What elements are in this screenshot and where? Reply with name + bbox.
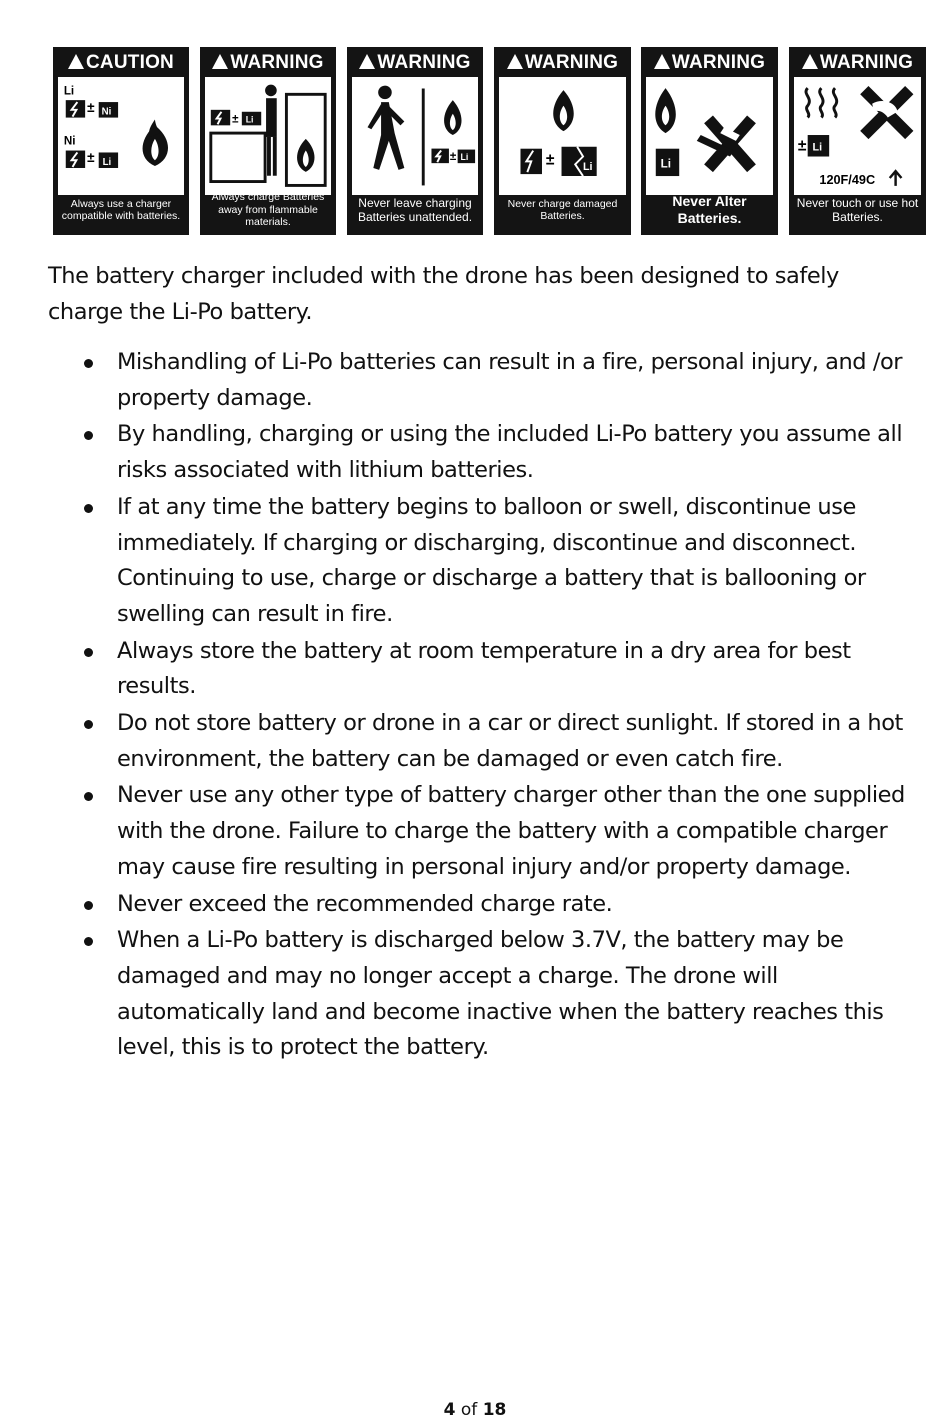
fire-icon [553,90,574,131]
label-caption: Never charge damaged Batteries. [507,197,618,222]
no-touch-icon [864,90,909,135]
list-item: Mishandling of Li-Po batteries can result in a fire, personal injury, and /or property damage. [48,345,928,416]
bullet-icon [84,431,93,440]
li-text: Li [63,84,75,98]
fire-icon [444,100,461,135]
label-header: CAUTION [55,49,187,77]
bullet-icon [84,720,93,729]
bullet-icon [84,504,93,513]
svg-text:Li: Li [245,114,254,125]
svg-text:±: ± [449,150,457,164]
svg-text:Li: Li [660,157,672,171]
label-caption: Never touch or use hot Batteries. [796,196,919,224]
svg-text:Li: Li [583,161,593,174]
no-tools-icon [697,119,752,168]
fire-icon [655,88,676,133]
svg-text:Li: Li [102,157,112,169]
label-caption: Never leave charging Batteries unattended. [357,196,473,224]
label-header: WARNING [349,49,481,77]
charger-icon [211,133,265,181]
warning-label-unattended [347,47,483,235]
safety-bullet-list [48,345,928,1067]
svg-text:±: ± [87,150,95,166]
warning-label-hot [789,47,926,235]
bullet-icon [84,937,93,946]
label-pictogram [499,77,626,195]
list-item: By handling, charging or using the included Li-Po battery you assume all risks associated with lithium batteries. [48,417,928,488]
label-caption: Always charge Batteries away from flammable materials. [211,191,325,229]
label-pictogram [794,77,921,195]
bullet-icon [84,359,93,368]
warning-triangle-icon [68,54,84,69]
intro-paragraph: The battery charger included with the drone has been designed to safely charge the Li-Po battery. [48,263,839,325]
list-item: Never exceed the recommended charge rate. [48,887,928,923]
label-pictogram [205,77,331,195]
label-header: WARNING [643,49,776,77]
label-header: WARNING [202,49,334,77]
label-pictogram [646,77,773,195]
svg-text:Ni: Ni [101,106,112,118]
list-item: If at any time the battery begins to balloon or swell, discontinue use immediately. If charging or discharging, discontinue and disconnect. Continuing to use, charge or discharge a battery that is ballooning or swelling can result in fire. [48,490,928,633]
warning-triangle-icon [359,54,375,69]
list-item: Always store the battery at room temperature in a dry area for best results. [48,634,928,705]
label-pictogram [58,77,184,195]
arrow-up-icon [890,171,902,186]
heat-icon [806,88,837,117]
svg-text:±: ± [232,112,239,126]
bullet-icon [84,792,93,801]
warning-labels [53,47,926,235]
svg-text:Li: Li [460,152,469,163]
walking-person-icon [378,86,392,100]
page-number: 4 of 18 [443,1400,507,1420]
bullet-icon [84,901,93,910]
list-item: Do not store battery or drone in a car or direct sunlight. If stored in a hot environment, the battery can be damaged or even catch fire. [48,706,928,777]
list-item: Never use any other type of battery charger other than the one supplied with the drone. Failure to charge the battery with a compatible charger may cause fire resulting in personal injury and/or property damage. [48,778,928,885]
warning-label-flammable [200,47,336,235]
charger-compatibility-icon [58,77,184,195]
svg-text:Li: Li [812,141,823,154]
warning-triangle-icon [654,54,670,69]
label-caption: Never Alter Batteries. [672,193,747,226]
warning-label-damaged [494,47,631,235]
warning-triangle-icon [507,54,523,69]
warning-label-alter [641,47,778,235]
ni-text: Ni [63,134,76,148]
person-icon [265,85,277,97]
svg-text:±: ± [545,151,555,169]
warning-triangle-icon [802,54,818,69]
svg-text:±: ± [797,137,807,155]
svg-text:±: ± [87,99,95,115]
label-header: WARNING [791,49,924,77]
label-caption: Always use a charger compatible with batteries. [61,197,181,222]
bullet-icon [84,648,93,657]
fire-icon [297,139,314,172]
caution-label [53,47,189,235]
label-pictogram [352,77,478,195]
temperature-text: 120F/49C [819,172,876,187]
label-header: WARNING [496,49,629,77]
list-item: When a Li-Po battery is discharged below 3.7V, the battery may be damaged and may no longer accept a charge. The drone will automatically land and become inactive when the battery reaches this level, this is to protect the battery. [48,923,928,1066]
warning-triangle-icon [212,54,228,69]
